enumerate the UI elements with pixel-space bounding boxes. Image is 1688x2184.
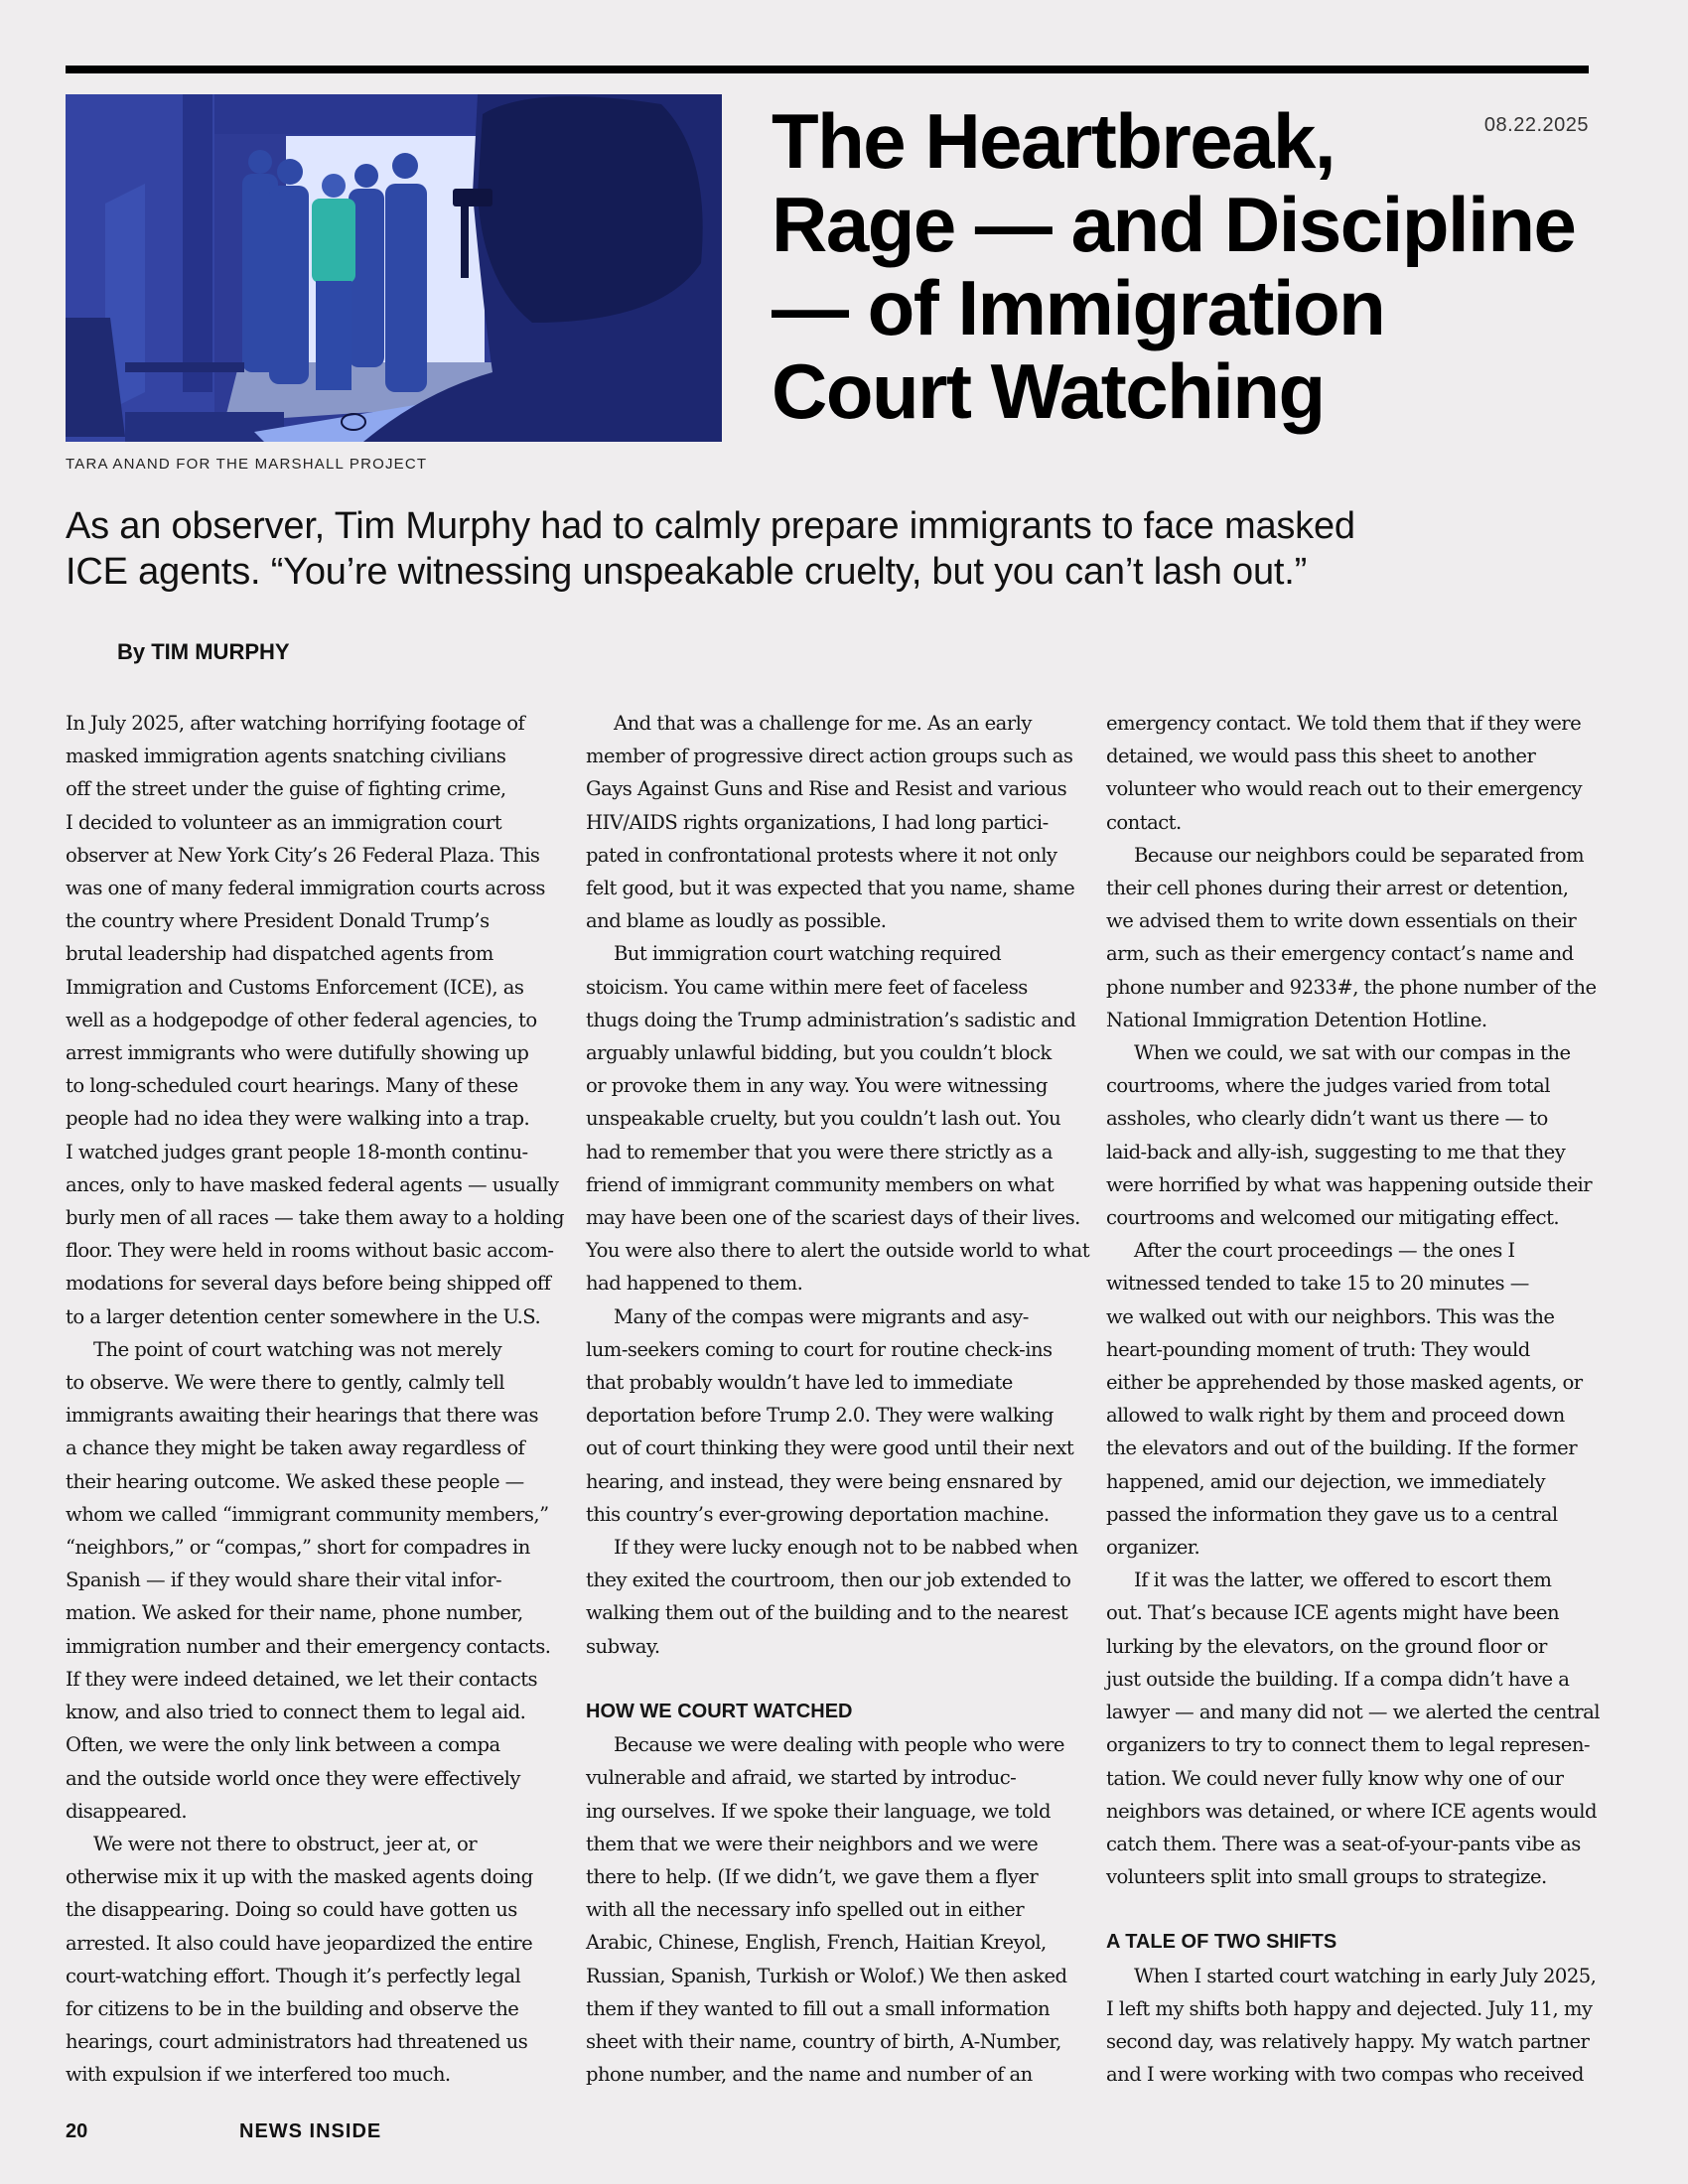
text-line: Spanish — if they would share their vital infor- bbox=[66, 1569, 502, 1592]
text-line: Many of the compas were migrants and asy- bbox=[614, 1304, 1029, 1328]
text-line: walking them out of the building and to the nearest bbox=[586, 1601, 1068, 1625]
text-line: arguably unlawful bidding, but you couldn’t block bbox=[586, 1041, 1052, 1065]
text-line: I watched judges grant people 18-month continu- bbox=[66, 1140, 528, 1163]
text-line: lum-seekers coming to court for routine check-ins bbox=[586, 1337, 1053, 1361]
text-line: ing ourselves. If we spoke their language, we told bbox=[586, 1799, 1051, 1823]
text-line: pated in confrontational protests where it not only bbox=[586, 843, 1057, 867]
section-subhead: HOW WE COURT WATCHED bbox=[586, 1700, 853, 1722]
text-line: modations for several days before being shipped off bbox=[66, 1272, 551, 1296]
text-line: people had no idea they were walking into a trap. bbox=[66, 1107, 530, 1131]
text-line: phone number and 9233#, the phone number of the bbox=[1106, 975, 1597, 999]
text-line: their hearing outcome. We asked these people — bbox=[66, 1469, 524, 1493]
text-line: out of court thinking they were good until their next bbox=[586, 1436, 1074, 1460]
text-line: hearings, court administrators had threatened us bbox=[66, 2030, 528, 2054]
text-line: otherwise mix it up with the masked agents doing bbox=[66, 1865, 533, 1889]
text-line: volunteers split into small groups to strategize. bbox=[1106, 1865, 1547, 1889]
paragraph bbox=[586, 1300, 1082, 1531]
text-line: The point of court watching was not merely bbox=[93, 1337, 502, 1361]
paragraph bbox=[586, 707, 1082, 937]
section-subhead: A TALE OF TWO SHIFTS bbox=[1106, 1931, 1337, 1954]
text-line: Often, we were the only link between a compa bbox=[66, 1733, 500, 1757]
text-line: they exited the courtroom, then our job extended to bbox=[586, 1569, 1071, 1592]
paragraph bbox=[1106, 1960, 1603, 2092]
text-line: off the street under the guise of fighting crime, bbox=[66, 777, 506, 801]
text-line: member of progressive direct action groups such as bbox=[586, 745, 1073, 768]
text-line: burly men of all races — take them away to a holding bbox=[66, 1206, 565, 1230]
text-line: and the outside world once they were effectively bbox=[66, 1766, 520, 1790]
text-line: phone number, and the name and number of an bbox=[586, 2063, 1033, 2087]
paragraph bbox=[1106, 707, 1603, 839]
hero-illustration bbox=[66, 94, 722, 442]
text-line: for citizens to be in the building and observe the bbox=[66, 1996, 519, 2020]
paragraph bbox=[1106, 1564, 1603, 1893]
text-line: and I were working with two compas who received bbox=[1106, 2063, 1584, 2087]
text-line: that probably wouldn’t have led to immediate bbox=[586, 1371, 1013, 1395]
text-line: You were also there to alert the outside world to what bbox=[586, 1239, 1090, 1263]
paragraph bbox=[586, 1531, 1082, 1663]
text-line: masked immigration agents snatching civilians bbox=[66, 745, 506, 768]
text-line: the disappearing. Doing so could have gotten us bbox=[66, 1898, 517, 1922]
text-line: courtrooms and welcomed our mitigating effect. bbox=[1106, 1206, 1560, 1230]
text-line: organizers to try to connect them to legal represen- bbox=[1106, 1733, 1590, 1757]
text-line: or provoke them in any way. You were witnessing bbox=[586, 1074, 1048, 1098]
publication-date: 08.22.2025 bbox=[1483, 114, 1589, 136]
body-column-2 bbox=[586, 707, 1090, 2091]
dek-line: ICE agents. “You’re witnessing unspeakable cruelty, but you can’t lash out.” bbox=[66, 551, 1308, 593]
text-line: and blame as loudly as possible. bbox=[586, 909, 887, 933]
text-line: there to help. (If we didn’t, we gave them a flyer bbox=[586, 1864, 1039, 1888]
text-line: them if they wanted to fill out a small information bbox=[586, 1996, 1051, 2020]
text-line: deportation before Trump 2.0. They were walking bbox=[586, 1404, 1054, 1428]
paragraph bbox=[1106, 839, 1603, 1036]
text-line: If it was the latter, we offered to escort them bbox=[1134, 1569, 1552, 1592]
text-line: the elevators and out of the building. If the former bbox=[1106, 1436, 1578, 1460]
text-line: When we could, we sat with our compas in the bbox=[1134, 1041, 1571, 1065]
text-line: out. That’s because ICE agents might have been bbox=[1106, 1601, 1560, 1625]
text-line: well as a hodgepodge of other federal agencies, to bbox=[66, 1008, 537, 1031]
text-line: contact. bbox=[1106, 810, 1182, 834]
text-line: a chance they might be taken away regardless of bbox=[66, 1436, 525, 1460]
text-line: either be apprehended by those masked agents, or bbox=[1106, 1371, 1583, 1395]
illustration-art bbox=[66, 94, 722, 442]
text-line: we advised them to write down essentials on their bbox=[1106, 909, 1577, 933]
paragraph bbox=[586, 1728, 1082, 2091]
text-line: Russian, Spanish, Turkish or Wolof.) We then asked bbox=[586, 1964, 1067, 1987]
image-credit: TARA ANAND FOR THE MARSHALL PROJECT bbox=[66, 456, 428, 473]
text-line: Arabic, Chinese, English, French, Haitian Kreyol, bbox=[586, 1931, 1047, 1955]
text-line: Immigration and Customs Enforcement (ICE), as bbox=[66, 975, 524, 999]
text-line: allowed to walk right by them and proceed down bbox=[1106, 1404, 1565, 1428]
text-line: with expulsion if we interfered too much. bbox=[66, 2063, 451, 2087]
dek-subtitle bbox=[66, 503, 1575, 595]
text-line: tation. We could never fully know why one of our bbox=[1106, 1766, 1564, 1790]
text-line: ances, only to have masked federal agents — usually bbox=[66, 1172, 559, 1196]
text-line: floor. They were held in rooms without basic accom- bbox=[66, 1239, 554, 1263]
headline-line: — of Immigration bbox=[772, 264, 1385, 351]
paragraph bbox=[66, 1333, 562, 1828]
page-number: 20 bbox=[66, 2120, 88, 2142]
text-line: hearing, and instead, they were being ensnared by bbox=[586, 1469, 1062, 1493]
text-line: mation. We asked for their name, phone number, bbox=[66, 1601, 523, 1625]
text-line: arrested. It also could have jeopardized the entire bbox=[66, 1931, 533, 1955]
text-line: immigration number and their emergency contacts. bbox=[66, 1634, 551, 1658]
headline-line: Rage — and Discipline bbox=[772, 181, 1576, 268]
text-line: sheet with their name, country of birth, A-Number, bbox=[586, 2029, 1061, 2053]
dek-line: As an observer, Tim Murphy had to calmly prepare immigrants to face masked bbox=[66, 505, 1355, 547]
text-line: this country’s ever-growing deportation machine. bbox=[586, 1502, 1050, 1526]
text-line: disappeared. bbox=[66, 1799, 188, 1823]
text-line: I left my shifts both happy and dejected. July 11, my bbox=[1106, 1996, 1593, 2020]
text-line: their cell phones during their arrest or detention, bbox=[1106, 877, 1569, 900]
text-line: lurking by the elevators, on the ground floor or bbox=[1106, 1634, 1547, 1658]
text-line: we walked out with our neighbors. This was the bbox=[1106, 1304, 1555, 1328]
text-line: second day, was relatively happy. My watch partner bbox=[1106, 2029, 1590, 2053]
text-line: vulnerable and afraid, we started by introduc- bbox=[586, 1766, 1017, 1790]
text-line: HIV/AIDS rights organizations, I had long partici- bbox=[586, 810, 1049, 834]
text-line: lawyer — and many did not — we alerted the central bbox=[1106, 1701, 1600, 1724]
byline: By TIM MURPHY bbox=[117, 639, 290, 664]
paragraph bbox=[66, 707, 565, 1333]
text-line: volunteer who would reach out to their emergency bbox=[1106, 777, 1583, 801]
text-line: the country where President Donald Trump’s bbox=[66, 909, 490, 933]
text-line: witnessed tended to take 15 to 20 minutes — bbox=[1106, 1272, 1529, 1296]
text-line: thugs doing the Trump administration’s sadistic and bbox=[586, 1008, 1076, 1031]
text-line: them that we were their neighbors and we were bbox=[586, 1832, 1039, 1855]
text-line: After the court proceedings — the ones I bbox=[1134, 1239, 1515, 1263]
text-line: observer at New York City’s 26 Federal Plaza. This bbox=[66, 843, 540, 867]
text-line: heart-pounding moment of truth: They would bbox=[1106, 1337, 1530, 1361]
text-line: were horrified by what was happening outside their bbox=[1106, 1172, 1593, 1196]
text-line: But immigration court watching required bbox=[614, 942, 1002, 966]
text-line: If they were lucky enough not to be nabbed when bbox=[614, 1536, 1078, 1560]
text-line: We were not there to obstruct, jeer at, or bbox=[93, 1832, 478, 1855]
text-line: to observe. We were there to gently, calmly tell bbox=[66, 1371, 504, 1395]
text-line: “neighbors,” or “compas,” short for compadres in bbox=[66, 1536, 530, 1560]
section-name: NEWS INSIDE bbox=[239, 2120, 382, 2142]
text-line: may have been one of the scariest days of their lives. bbox=[586, 1206, 1080, 1230]
text-line: subway. bbox=[586, 1634, 660, 1658]
headline bbox=[772, 99, 1596, 433]
body-column-1 bbox=[66, 707, 565, 2092]
text-line: neighbors was detained, or where ICE agents would bbox=[1106, 1799, 1598, 1823]
text-line: National Immigration Detention Hotline. bbox=[1106, 1008, 1487, 1031]
text-line: happened, amid our dejection, we immediately bbox=[1106, 1469, 1546, 1493]
text-line: Because our neighbors could be separated from bbox=[1134, 843, 1584, 867]
text-line: court-watching effort. Though it’s perfectly legal bbox=[66, 1964, 521, 1987]
headline-line: Court Watching bbox=[772, 347, 1325, 435]
text-line: immigrants awaiting their hearings that there was bbox=[66, 1404, 539, 1428]
text-line: unspeakable cruelty, but you couldn’t lash out. You bbox=[586, 1107, 1061, 1131]
text-line: know, and also tried to connect them to legal aid. bbox=[66, 1701, 526, 1724]
top-rule bbox=[66, 66, 1589, 73]
text-line: to a larger detention center somewhere in the U.S. bbox=[66, 1304, 541, 1328]
text-line: with all the necessary info spelled out in either bbox=[586, 1898, 1025, 1922]
text-line: arm, such as their emergency contact’s name and bbox=[1106, 942, 1574, 966]
text-line: courtrooms, where the judges varied from total bbox=[1106, 1074, 1550, 1098]
text-line: to long-scheduled court hearings. Many of these bbox=[66, 1074, 518, 1098]
text-line: And that was a challenge for me. As an early bbox=[614, 712, 1032, 735]
text-line: organizer. bbox=[1106, 1536, 1200, 1560]
text-line: detained, we would pass this sheet to another bbox=[1106, 745, 1536, 768]
text-line: friend of immigrant community members on what bbox=[586, 1172, 1055, 1196]
headline-line: The Heartbreak, bbox=[772, 97, 1336, 185]
text-line: In July 2025, after watching horrifying footage of bbox=[66, 712, 525, 735]
text-line: was one of many federal immigration courts across bbox=[66, 877, 545, 900]
text-line: Gays Against Guns and Rise and Resist and various bbox=[586, 777, 1067, 801]
paragraph bbox=[586, 937, 1090, 1299]
text-line: had to remember that you were there strictly as a bbox=[586, 1140, 1053, 1163]
text-line: emergency contact. We told them that if they were bbox=[1106, 712, 1582, 735]
text-line: just outside the building. If a compa didn’t have a bbox=[1106, 1667, 1570, 1691]
text-line: passed the information they gave us to a central bbox=[1106, 1502, 1558, 1526]
text-line: felt good, but it was expected that you name, shame bbox=[586, 877, 1075, 900]
text-line: brutal leadership had dispatched agents from bbox=[66, 942, 493, 966]
text-line: had happened to them. bbox=[586, 1272, 803, 1296]
text-line: Because we were dealing with people who were bbox=[614, 1733, 1064, 1757]
text-line: stoicism. You came within mere feet of faceless bbox=[586, 975, 1028, 999]
text-line: laid-back and ally-ish, suggesting to me that they bbox=[1106, 1140, 1566, 1163]
text-line: whom we called “immigrant community members,” bbox=[66, 1502, 549, 1526]
text-line: assholes, who clearly didn’t want us there — to bbox=[1106, 1107, 1548, 1131]
text-line: I decided to volunteer as an immigration court bbox=[66, 810, 502, 834]
text-line: When I started court watching in early July 2025, bbox=[1134, 1964, 1597, 1987]
body-column-3 bbox=[1106, 707, 1603, 2091]
paragraph bbox=[1106, 1036, 1603, 1234]
text-line: arrest immigrants who were dutifully showing up bbox=[66, 1041, 529, 1065]
paragraph bbox=[66, 1828, 562, 2092]
paragraph bbox=[1106, 1234, 1603, 1564]
text-line: catch them. There was a seat-of-your-pants vibe as bbox=[1106, 1832, 1581, 1855]
text-line: If they were indeed detained, we let their contacts bbox=[66, 1667, 538, 1691]
